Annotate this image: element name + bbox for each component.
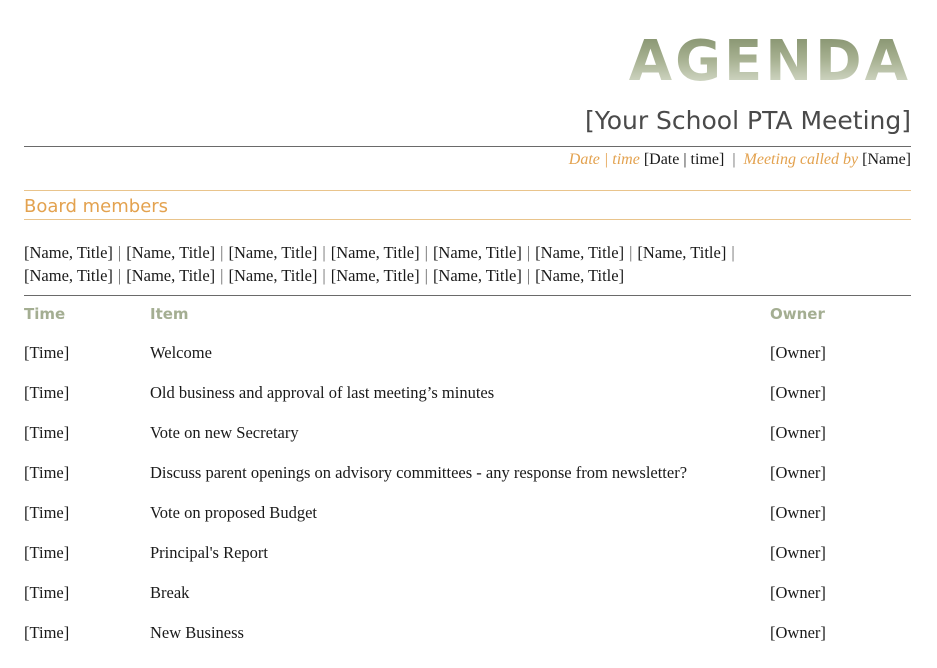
agenda-table-body (24, 341, 911, 661)
board-heading-bottom-rule (24, 219, 911, 220)
board-members-heading: Board members (24, 196, 169, 217)
board-member: [Name, Title] (432, 243, 522, 262)
agenda-row-owner: [Owner] (770, 343, 826, 362)
header-divider (24, 146, 911, 147)
board-member: [Name, Title] (126, 266, 216, 285)
column-header-time: Time (24, 305, 66, 323)
board-member: [Name, Title] (330, 266, 420, 285)
agenda-row-item: Vote on new Secretary (150, 423, 299, 442)
agenda-row-time: [Time] (24, 503, 70, 522)
member-separator: | (526, 266, 531, 285)
called-by-label: Meeting called by (743, 151, 859, 168)
meta-separator: | (732, 151, 736, 168)
board-members-line-1 (24, 241, 911, 264)
meeting-meta-line (569, 149, 911, 171)
board-member: [Name, Title] (330, 243, 420, 262)
agenda-row-item: Old business and approval of last meeting’s minutes (150, 383, 495, 402)
member-separator: | (629, 243, 633, 262)
member-separator: | (424, 266, 428, 285)
board-heading-top-rule (24, 190, 911, 191)
agenda-row-item: Break (150, 583, 190, 602)
board-member: [Name, Title] (228, 266, 318, 285)
agenda-row-owner: [Owner] (770, 383, 826, 402)
board-member: [Name, Title] (637, 243, 727, 262)
agenda-row (24, 501, 911, 541)
board-member: [Name, Title] (24, 243, 113, 262)
agenda-row-time: [Time] (24, 423, 70, 442)
member-separator: | (322, 243, 326, 262)
agenda-row-item: Principal's Report (150, 543, 268, 562)
agenda-row (24, 461, 911, 501)
member-separator: | (220, 266, 224, 285)
agenda-row-item: Discuss parent openings on advisory committees - any response from newsletter? (150, 463, 688, 482)
board-member: [Name, Title] (535, 266, 625, 285)
member-separator: | (117, 266, 122, 285)
member-separator: | (731, 243, 735, 262)
column-header-owner: Owner (770, 305, 825, 323)
member-separator: | (526, 243, 531, 262)
agenda-row (24, 621, 911, 661)
table-top-divider (24, 295, 911, 296)
agenda-row-time: [Time] (24, 583, 70, 602)
agenda-row-item: Welcome (150, 343, 212, 362)
agenda-row-item: Vote on proposed Budget (150, 503, 317, 522)
agenda-row-owner: [Owner] (770, 583, 826, 602)
board-member: [Name, Title] (126, 243, 216, 262)
agenda-row-owner: [Owner] (770, 623, 826, 642)
called-by-value: [Name] (862, 151, 911, 168)
agenda-row (24, 421, 911, 461)
board-member: [Name, Title] (24, 266, 113, 285)
member-separator: | (322, 266, 326, 285)
agenda-row (24, 541, 911, 581)
agenda-row (24, 581, 911, 621)
board-member: [Name, Title] (432, 266, 522, 285)
board-members-list (24, 241, 911, 287)
agenda-row-item: New Business (150, 623, 244, 642)
date-time-value: [Date | time] (643, 151, 725, 168)
board-member: [Name, Title] (535, 243, 625, 262)
member-separator: | (117, 243, 122, 262)
agenda-row-owner: [Owner] (770, 463, 826, 482)
agenda-row (24, 381, 911, 421)
date-time-label: Date | time (568, 151, 640, 168)
column-header-item: Item (150, 305, 189, 323)
member-separator: | (220, 243, 224, 262)
agenda-row-time: [Time] (24, 623, 70, 642)
agenda-row-time: [Time] (24, 343, 70, 362)
agenda-row-time: [Time] (24, 543, 70, 562)
agenda-row (24, 341, 911, 381)
board-members-line-2 (24, 264, 911, 287)
agenda-row-time: [Time] (24, 463, 70, 482)
agenda-row-owner: [Owner] (770, 543, 826, 562)
agenda-row-owner: [Owner] (770, 503, 826, 522)
meeting-subtitle: [Your School PTA Meeting] (584, 106, 911, 135)
agenda-row-owner: [Owner] (770, 423, 826, 442)
member-separator: | (424, 243, 428, 262)
board-member: [Name, Title] (228, 243, 318, 262)
agenda-title: AGENDA (628, 29, 911, 94)
agenda-page (24, 0, 911, 668)
agenda-row-time: [Time] (24, 383, 70, 402)
